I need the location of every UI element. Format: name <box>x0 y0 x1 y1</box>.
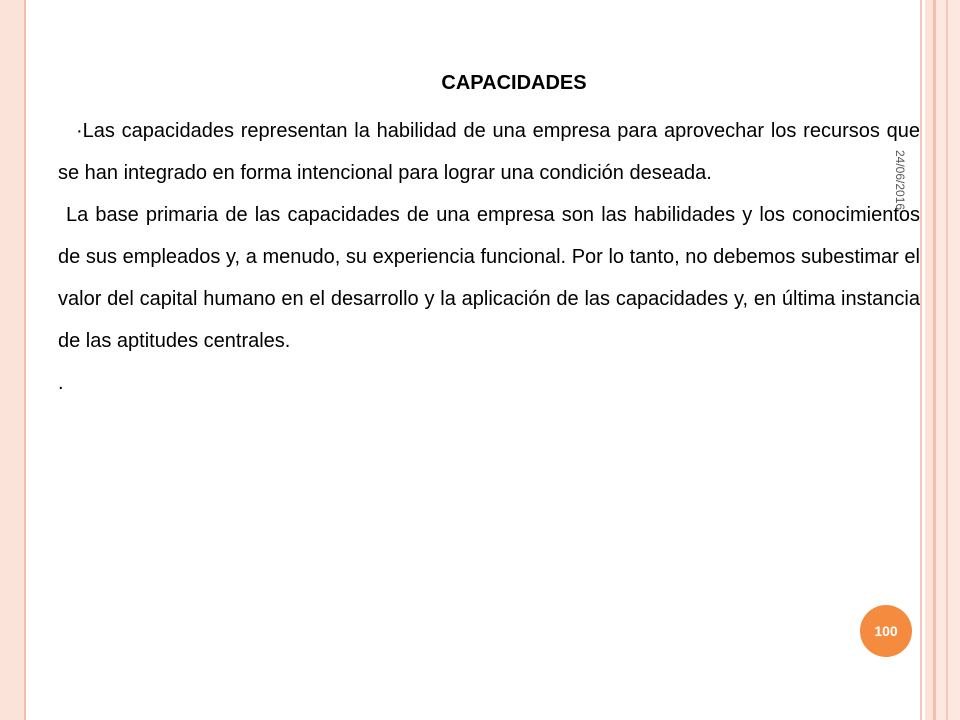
left-border-line <box>24 0 26 720</box>
paragraph-2: La base primaria de las capacidades de una empresa son las habilidades y los conocimientos de sus empleados y, a menudo, su experiencia funcional. Por lo tanto, no debemos subestimar el valor del capital humano en el desarrollo y la aplicación de las capacidades y, en última instancia de las aptitudes centrales. <box>58 204 920 352</box>
right-border-stripe-5 <box>946 0 948 720</box>
right-border-stripe-2 <box>925 0 933 720</box>
left-border <box>0 0 24 720</box>
right-border-stripe-4 <box>936 0 960 720</box>
slide-title: CAPACIDADES <box>441 72 587 94</box>
slide-body <box>58 110 920 404</box>
page-number-badge <box>860 605 912 657</box>
paragraph-1: ·Las capacidades representan la habilidad de una empresa para aprovechar los recursos que se han integrado en forma intencional para lograr una condición deseada. <box>58 120 920 184</box>
paragraph-3: . <box>58 372 64 394</box>
slide-date: 24/06/2016 <box>893 150 907 211</box>
page-number: 100 <box>874 623 898 639</box>
right-border-stripe-1 <box>920 0 922 720</box>
